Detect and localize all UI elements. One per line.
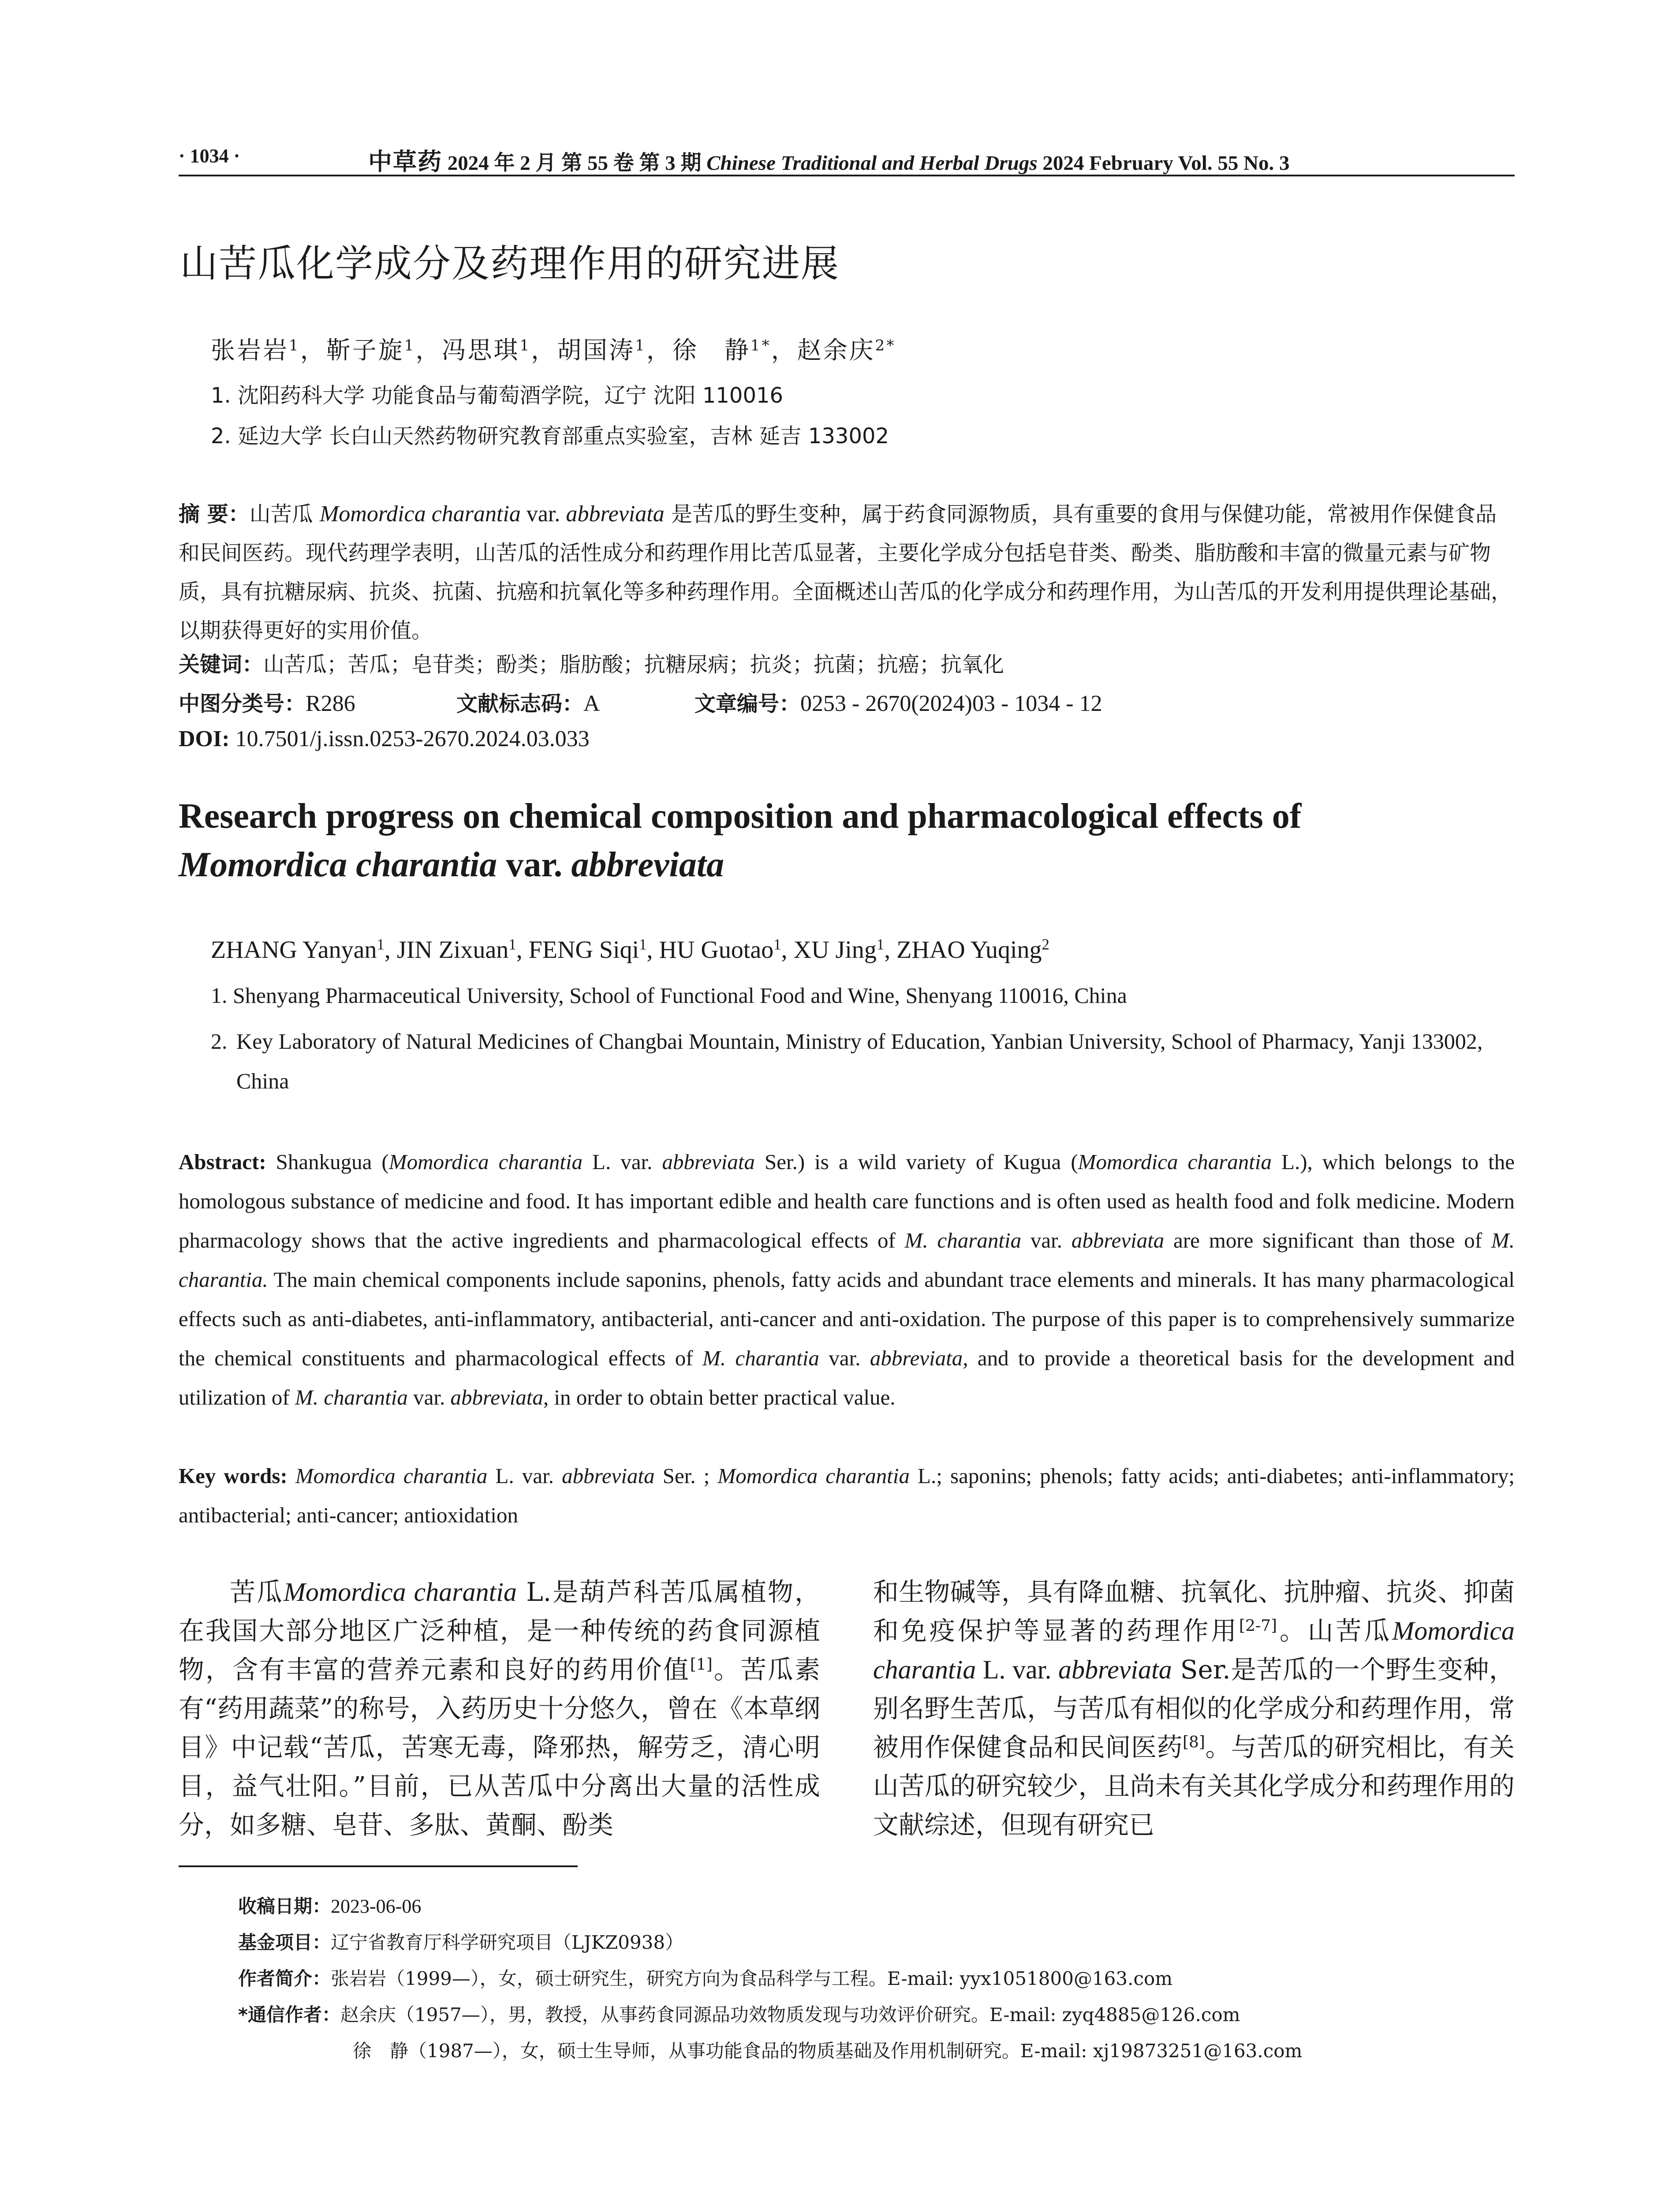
species-name: Momordica charantia bbox=[319, 501, 521, 527]
species-name: abbreviata bbox=[450, 1385, 543, 1409]
author-sup: 1 bbox=[773, 935, 781, 953]
body-text: 。山苦瓜 bbox=[1277, 1616, 1393, 1646]
keywords-en-text: Ser. ; bbox=[654, 1464, 718, 1488]
author-sup: 1 bbox=[404, 336, 416, 355]
footnote-text: 赵余庆（1957—），男，教授，从事药食同源品功效物质发现与功效评价研究。E-mail: zyq4885@126.com bbox=[340, 2004, 1240, 2026]
body-text: 。苦瓜素有“药用蔬菜”的称号，入药历史十分悠久，曾在《本草纲目》中记载“苦瓜，苦寒无毒，降邪热，解劳乏，清心明目，益气壮阳。”目前，已从苦瓜中分离出大量的活性成分，如多糖、皂苷、多肽、黄酮、酚类 bbox=[179, 1655, 820, 1840]
abstract-en-text: var. bbox=[819, 1346, 870, 1370]
footnote-received bbox=[238, 1892, 421, 1918]
abstract-cn bbox=[179, 495, 1515, 650]
header-rule bbox=[179, 175, 1515, 176]
abstract-en-text: L. var. bbox=[582, 1150, 662, 1174]
issue-en: 2024 February Vol. 55 No. 3 bbox=[1042, 152, 1290, 175]
species-name: Momordica charantia bbox=[1078, 1150, 1272, 1174]
species-name: abbreviata bbox=[870, 1346, 963, 1370]
clc-number bbox=[179, 687, 355, 717]
body-text: L. var. bbox=[976, 1655, 1059, 1684]
author-sup: 1 bbox=[876, 935, 885, 953]
doi-line bbox=[179, 726, 590, 752]
title-en bbox=[179, 792, 1519, 889]
journal-info bbox=[368, 143, 1515, 177]
author-sup: 1 bbox=[377, 935, 385, 953]
body-column-right bbox=[873, 1573, 1515, 1844]
footnote-label: 作者简介： bbox=[238, 1968, 331, 1989]
footnote-corresponding bbox=[238, 2000, 1240, 2027]
citation-ref: [2-7] bbox=[1239, 1617, 1277, 1635]
author-en: HU Guotao bbox=[659, 936, 774, 964]
article-number bbox=[694, 687, 1102, 717]
author-cn: 赵余庆 bbox=[797, 336, 875, 364]
body-text: 苦瓜 bbox=[230, 1577, 284, 1607]
author-sup: 2* bbox=[875, 336, 896, 355]
species-name: M. charantia bbox=[295, 1385, 408, 1409]
species-name: abbreviata bbox=[1058, 1655, 1172, 1684]
article-label: 文章编号： bbox=[694, 691, 801, 716]
issue-cn: 2024 年 2 月 第 55 卷 第 3 期 bbox=[447, 152, 702, 175]
author-sup: 1* bbox=[750, 336, 771, 355]
species-name: Momordica charantia bbox=[388, 1150, 583, 1174]
affiliation-number: 2. bbox=[211, 1029, 228, 1054]
abstract-en-text: , and to provide a theoretical basis for the development and utilization of bbox=[179, 1346, 1515, 1409]
doc-label: 文献标志码： bbox=[456, 691, 584, 716]
author-sup: 1 bbox=[519, 336, 531, 355]
keywords-cn bbox=[179, 647, 1004, 678]
abstract-cn-text: 山苦瓜 bbox=[249, 502, 320, 527]
abstract-en bbox=[179, 1142, 1515, 1417]
species-name: Momordica charantia bbox=[179, 845, 497, 884]
running-header bbox=[179, 140, 1515, 178]
author-cn: 胡国涛 bbox=[557, 336, 635, 364]
author-sup: 1 bbox=[635, 336, 646, 355]
author-cn: 冯思琪 bbox=[441, 336, 520, 364]
affiliation-cn-1: 1. 沈阳药科大学 功能食品与葡萄酒学院，辽宁 沈阳 110016 bbox=[211, 383, 784, 408]
abstract-en-text: , in order to obtain better practical value. bbox=[543, 1385, 896, 1409]
abstract-en-text: The main chemical components include saponins, phenols, fatty acids and abundant trace elements and minerals. It has many pharmacological effects such as anti-diabetes, anti-inflammatory, antibacterial, anti-cancer and anti-oxidation. The purpose of this paper is to comprehensively summarize the chemical constituents and pharmacological effects of bbox=[179, 1267, 1515, 1370]
footnote-rule bbox=[179, 1865, 578, 1867]
species-name: abbreviata bbox=[571, 845, 724, 884]
species-name: Momordica charantia bbox=[717, 1464, 910, 1488]
journal-name-cn: 中草药 bbox=[368, 147, 442, 176]
authors-en: ZHANG Yanyan$^1$, JIN Zixuan$^1$, FENG Siqi$^1$, HU Guotao$^1$, XU Jing$^1$, ZHAO Yuqing$^2$ bbox=[211, 935, 1049, 964]
author-sup: 1 bbox=[289, 336, 300, 355]
document-code bbox=[456, 687, 600, 717]
footnote-text: 辽宁省教育厅科学研究项目（LJKZ0938） bbox=[331, 1932, 684, 1953]
clc-label: 中图分类号： bbox=[179, 691, 306, 716]
abstract-cn-text: var. bbox=[520, 501, 566, 527]
author-sup: 1 bbox=[639, 935, 647, 953]
body-text: 和生物碱等，具有降血糖、抗氧化、抗肿瘤、抗炎、抑菌和免疫保护等显著的药理作用 bbox=[873, 1577, 1515, 1646]
author-sup: 1 bbox=[508, 935, 516, 953]
body-text: L.是葫芦科苦瓜属植物，在我国大部分地区广泛种植，是一种传统的药食同源植物，含有丰富的营养元素和良好的药用价值 bbox=[179, 1577, 820, 1685]
affiliation-en-1: 1. Shenyang Pharmaceutical University, School of Functional Food and Wine, Shenyang 110016, China bbox=[211, 983, 1127, 1008]
author-sup: 2 bbox=[1042, 935, 1049, 953]
footnote-label: 基金项目： bbox=[238, 1932, 331, 1953]
clc-value: R286 bbox=[306, 691, 355, 716]
author-en: ZHANG Yanyan bbox=[211, 936, 377, 964]
abstract-en-text: L.), which belongs to the homologous substance of medicine and food. It has important edible and health care functions and is often used as health food and folk medicine. Modern pharmacology shows that the active ingredients and pharmacological effects of bbox=[179, 1150, 1515, 1252]
keywords-en-text: L. var. bbox=[487, 1464, 562, 1488]
species-name: abbreviata bbox=[562, 1464, 655, 1488]
species-name: abbreviata bbox=[662, 1150, 755, 1174]
abstract-en-text: are more significant than those of bbox=[1164, 1228, 1491, 1252]
author-cn: 徐 静 bbox=[672, 336, 750, 364]
author-en: JIN Zixuan bbox=[396, 936, 509, 964]
footnote-author bbox=[238, 1964, 1172, 1991]
footnote-label: *通信作者： bbox=[238, 2004, 340, 2026]
abstract-cn-text: 是苦瓜的野生变种，属于药食同源物质，具有重要的食用与保健功能，常被用作保健食品和民间医药。现代药理学表明，山苦瓜的活性成分和药理作用比苦瓜显著，主要化学成分包括皂苷类、酚类、脂肪酸和丰富的微量元素与矿物质，具有抗糖尿病、抗炎、抗菌、抗癌和抗氧化等多种药理作用。全面概述山苦瓜的化学成分和药理作用，为山苦瓜的开发利用提供理论基础，以期获得更好的实用价值。 bbox=[179, 502, 1512, 643]
abstract-en-label: Abstract: bbox=[179, 1150, 266, 1174]
keywords-en-text: L.; saponins; phenols; fatty acids; anti-diabetes; anti-inflammatory; antibacterial; anti-cancer; antioxidation bbox=[179, 1464, 1515, 1527]
author-en: XU Jing bbox=[793, 936, 877, 964]
abstract-en-text: Ser.) is a wild variety of Kugua ( bbox=[754, 1150, 1078, 1174]
species-name: abbreviata bbox=[566, 501, 665, 527]
body-text: Ser.是苦瓜的一个野生变种，别名野生苦瓜，与苦瓜有相似的化学成分和药理作用，常被用作保健食品和民间医药 bbox=[873, 1655, 1515, 1762]
body-column-left bbox=[179, 1573, 820, 1844]
title-en-line1: Research progress on chemical composition and pharmacological effects of bbox=[179, 797, 1302, 836]
footnote-text: 2023-06-06 bbox=[331, 1895, 422, 1917]
footnote-fund bbox=[238, 1928, 683, 1955]
author-cn: 张岩岩 bbox=[211, 336, 289, 364]
author-en: FENG Siqi bbox=[528, 936, 639, 964]
affiliation-en-2 bbox=[211, 1021, 1516, 1101]
doi-value: 10.7501/j.issn.0253-2670.2024.03.033 bbox=[235, 726, 590, 751]
species-name: M. charantia bbox=[904, 1228, 1022, 1252]
journal-name-en: Chinese Traditional and Herbal Drugs bbox=[706, 152, 1038, 175]
abstract-en-text: var. bbox=[1021, 1228, 1071, 1252]
title-cn: 山苦瓜化学成分及药理作用的研究进展 bbox=[180, 242, 840, 286]
title-en-text: var. bbox=[497, 845, 571, 884]
page-number: · 1034 · bbox=[179, 145, 240, 167]
species-name: abbreviata bbox=[1071, 1228, 1165, 1252]
keywords-cn-text: 山苦瓜；苦瓜；皂苷类；酚类；脂肪酸；抗糖尿病；抗炎；抗菌；抗癌；抗氧化 bbox=[263, 652, 1004, 677]
authors-cn: 张岩岩$^1$，靳子旋$^1$，冯思琪$^1$，胡国涛$^1$，徐 静$^{1*}$，赵余庆$^{2*}$ bbox=[211, 336, 896, 364]
abstract-en-text: var. bbox=[407, 1385, 451, 1409]
body-text: 。与苦瓜的研究相比，有关山苦瓜的研究较少，且尚未有关其化学成分和药理作用的文献综述，但现有研究已 bbox=[873, 1732, 1515, 1840]
keywords-en bbox=[179, 1456, 1515, 1535]
species-name: Momordica charantia bbox=[295, 1464, 488, 1488]
footnote-corresponding-2: 徐 静（1987—），女，硕士生导师，从事功能食品的物质基础及作用机制研究。E-mail: xj19873251@163.com bbox=[353, 2040, 1303, 2062]
species-name: M. charantia bbox=[702, 1346, 819, 1370]
article-value: 0253 - 2670(2024)03 - 1034 - 12 bbox=[800, 691, 1102, 716]
footnote-label: 收稿日期： bbox=[238, 1895, 331, 1917]
footnote-text: 张岩岩（1999—），女，硕士研究生，研究方向为食品科学与工程。E-mail: yyx1051800@163.com bbox=[331, 1968, 1173, 1989]
author-en: ZHAO Yuqing bbox=[896, 936, 1042, 964]
abstract-en-text: Shankugua ( bbox=[266, 1150, 389, 1174]
doc-value: A bbox=[583, 691, 600, 716]
author-cn: 靳子旋 bbox=[326, 336, 404, 364]
species-name: Momordica charantia bbox=[283, 1577, 517, 1607]
species-name: Momordica charantia bbox=[873, 1616, 1515, 1684]
abstract-cn-label: 摘 要： bbox=[179, 502, 250, 527]
citation-ref: [1] bbox=[690, 1656, 713, 1674]
citation-ref: [8] bbox=[1183, 1733, 1205, 1752]
affiliation-en-text: Key Laboratory of Natural Medicines of Changbai Mountain, Ministry of Education, Yanbian University, School of Pharmacy, Yanji 133002, China bbox=[236, 1029, 1483, 1093]
keywords-cn-label: 关键词： bbox=[179, 652, 264, 677]
doi-label: DOI: bbox=[179, 726, 230, 751]
species-name: M. charantia. bbox=[179, 1228, 1515, 1292]
keywords-en-label: Key words: bbox=[179, 1464, 287, 1488]
affiliation-cn-2: 2. 延边大学 长白山天然药物研究教育部重点实验室，吉林 延吉 133002 bbox=[211, 424, 889, 448]
